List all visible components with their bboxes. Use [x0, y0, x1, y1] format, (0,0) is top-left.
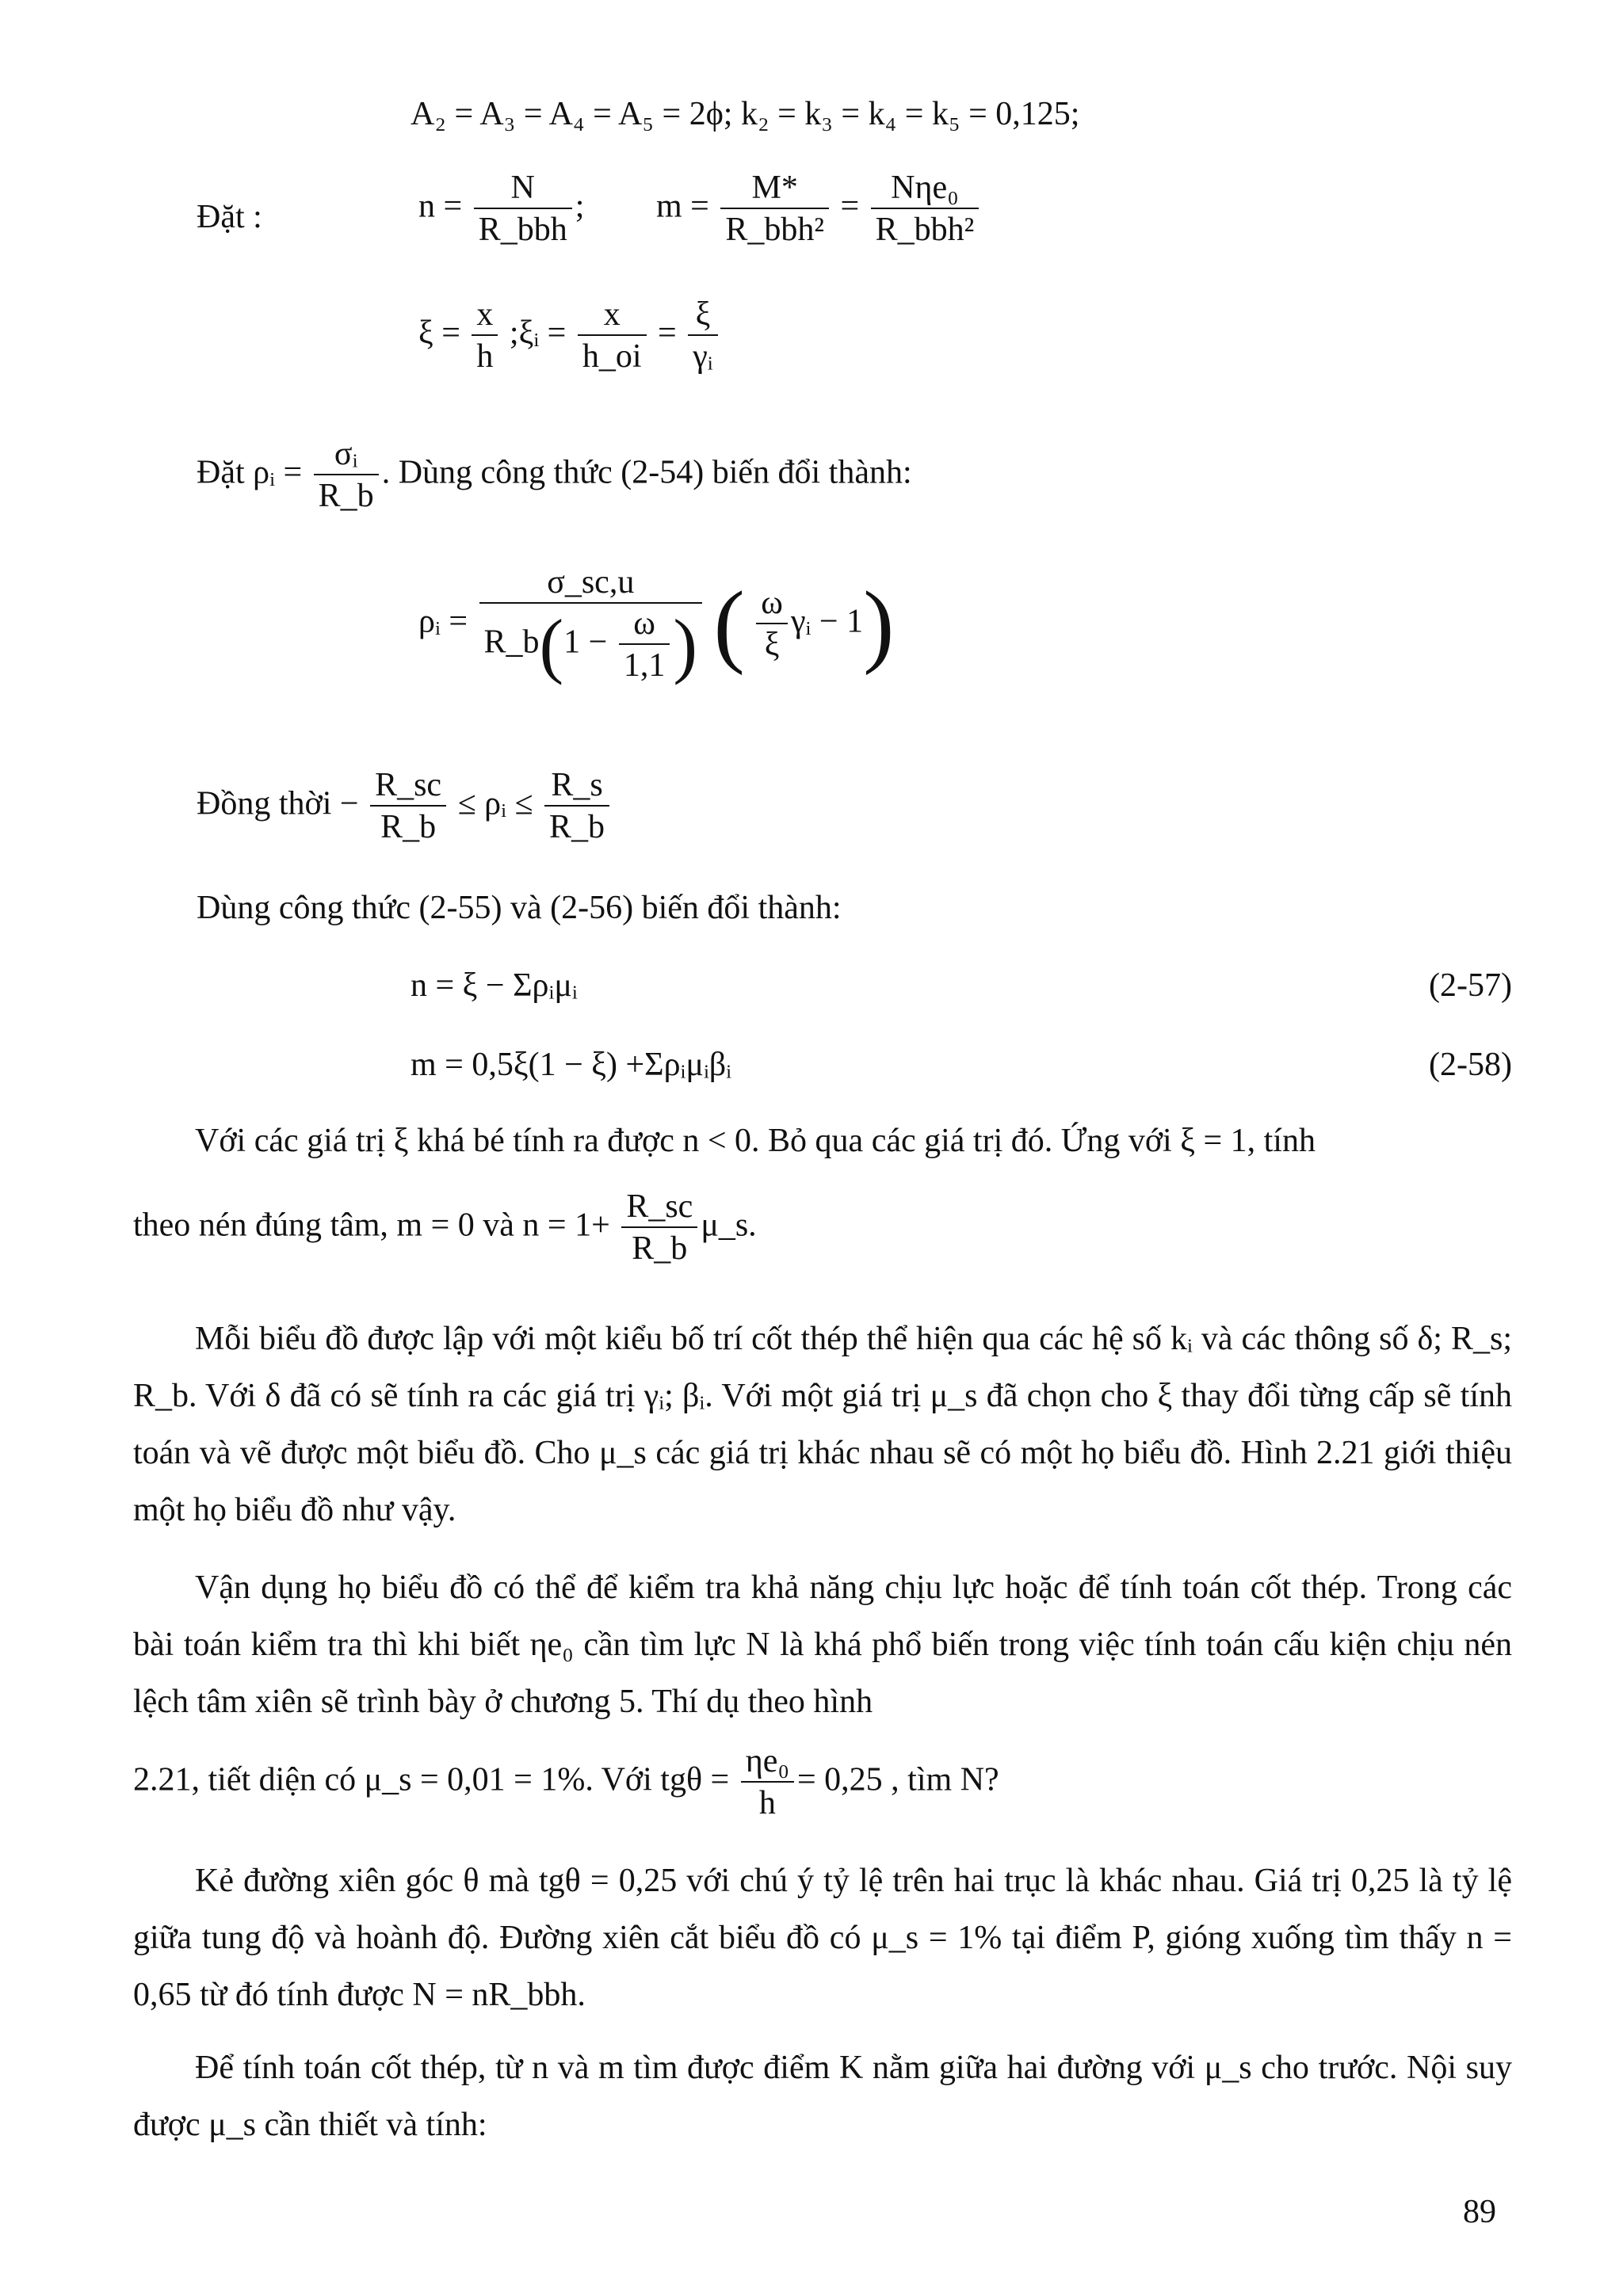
fraction: $\frac{N}{\text{R\_bbh}}$: [474, 168, 572, 250]
fraction: $\frac{R\_s}{R\_b}$: [544, 765, 609, 848]
m-definition: m = $\frac{M*}{\text{R\_bbh²}}$ = $\frac{\text{Nηe₀}}{\text{R\_bbh²}}$: [656, 168, 982, 250]
dong-thoi-inequality: Đồng thời − $\frac{R\_sc}{R\_b}$ ≤ ρᵢ ≤ $\frac{R\_s}{R\_b}$: [197, 765, 613, 848]
fraction: $\frac{\text{ηe₀}}{h}$: [741, 1741, 794, 1824]
paragraph: Để tính toán cốt thép, từ n và m tìm được điểm K nằm giữa hai đường với μ_s cho trước. Nội suy được μ_s cần thiết và tính:: [133, 2050, 1512, 2143]
rho-definition: Đặt ρᵢ = $\frac{\text{σᵢ}}{R\_b}$ . Dùng công thức (2-54) biến đổi thành:: [197, 434, 912, 517]
equation-2-58: m = 0,5ξ(1 − ξ) +Σρᵢμᵢβᵢ: [411, 1047, 732, 1083]
page-number: 89: [1463, 2194, 1496, 2230]
paragraph: Vận dụng họ biểu đồ có thể để kiểm tra khả năng chịu lực hoặc để tính toán cốt thép. Trong các bài toán kiểm tra thì khi biết ηe₀ cần tìm lực N là khá phổ biến trong việc tính toán cấu kiện chịu nén lệch tâm xiên sẽ trình bày ở chương 5. Thí dụ theo hình: [133, 1569, 1512, 1720]
fraction: $\frac{R\_sc}{R\_b}$: [621, 1187, 697, 1269]
equation-2-57: n = ξ − Σρᵢμᵢ: [411, 967, 578, 1004]
rhoi-formula: ρᵢ = σ_sc,u R_b(1 − $\frac{\omega}{1,1}$ ) ( $\frac{\omega}{\xi}$ γᵢ − 1): [418, 564, 895, 685]
fraction: $\frac{\omega}{1,1}$: [619, 604, 670, 686]
fraction: $\frac{R\_sc}{R\_b}$: [370, 765, 446, 848]
dat-label: Đặt :: [197, 199, 262, 235]
fraction: σ_sc,u R_b(1 − $\frac{\omega}{1,1}$ ): [479, 563, 702, 686]
fraction: $\frac{\omega}{\xi}$: [756, 583, 788, 666]
fraction: $\frac{\xi}{\text{γᵢ}}$: [688, 295, 717, 377]
dung-cong-thuc-line: Dùng công thức (2-55) và (2-56) biến đổi thành:: [197, 890, 842, 926]
fraction: $\frac{\text{Nηe₀}}{\text{R\_bbh²}}$: [871, 168, 980, 250]
paragraph: Với các giá trị ξ khá bé tính ra được n < 0. Bỏ qua các giá trị đó. Ứng với ξ = 1, tính: [195, 1123, 1316, 1159]
equation-number: (2-57): [1429, 967, 1512, 1004]
paragraph-line: theo nén đúng tâm, m = 0 và n = 1+ $\frac{R\_sc}{R\_b}$ μ_s.: [133, 1187, 757, 1269]
paragraph: Mỗi biểu đồ được lập với một kiểu bố trí cốt thép thể hiện qua các hệ số kᵢ và các thông số δ; R_s; R_b. Với δ đã có sẽ tính ra các giá trị γᵢ; βᵢ. Với một giá trị μ_s đã chọn cho ξ thay đổi từng cấp sẽ tính toán và vẽ được một biểu đồ. Cho μ_s các giá trị khác nhau sẽ có một họ biểu đồ. Hình 2.21 giới thiệu một họ biểu đồ như vậy.: [133, 1321, 1512, 1528]
fraction: $\frac{x}{h\_oi}$: [578, 295, 647, 377]
xi-definition: ξ = $\frac{x}{h}$ ;ξᵢ = $\frac{x}{h\_oi}$ = $\frac{\xi}{\text{γᵢ}}$: [418, 295, 721, 377]
paragraph: Kẻ đường xiên góc θ mà tgθ = 0,25 với chú ý tỷ lệ trên hai trục là khác nhau. Giá trị 0,25 là tỷ lệ giữa tung độ và hoành độ. Đường xiên cắt biểu đồ có μ_s = 1% tại điểm P, gióng xuống tìm thấy n = 0,65 từ đó tính được N = nR_bbh.: [133, 1863, 1512, 2013]
paragraph-line: 2.21, tiết diện có μ_s = 0,01 = 1%. Với tgθ = $\frac{\text{ηe₀}}{h}$ = 0,25 , tìm N?: [133, 1741, 999, 1824]
fraction: $\frac{\text{σᵢ}}{R\_b}$: [314, 434, 379, 517]
equation-number: (2-58): [1429, 1047, 1512, 1083]
equation-coefficients: A₂ = A₃ = A₄ = A₅ = 2ϕ; k₂ = k₃ = k₄ = k₅ = 0,125;: [411, 96, 1080, 132]
fraction: $\frac{x}{h}$: [472, 295, 498, 377]
fraction: $\frac{M*}{\text{R\_bbh²}}$: [720, 168, 829, 250]
n-definition: n = $\frac{N}{\text{R\_bbh}}$ ;: [418, 168, 584, 250]
